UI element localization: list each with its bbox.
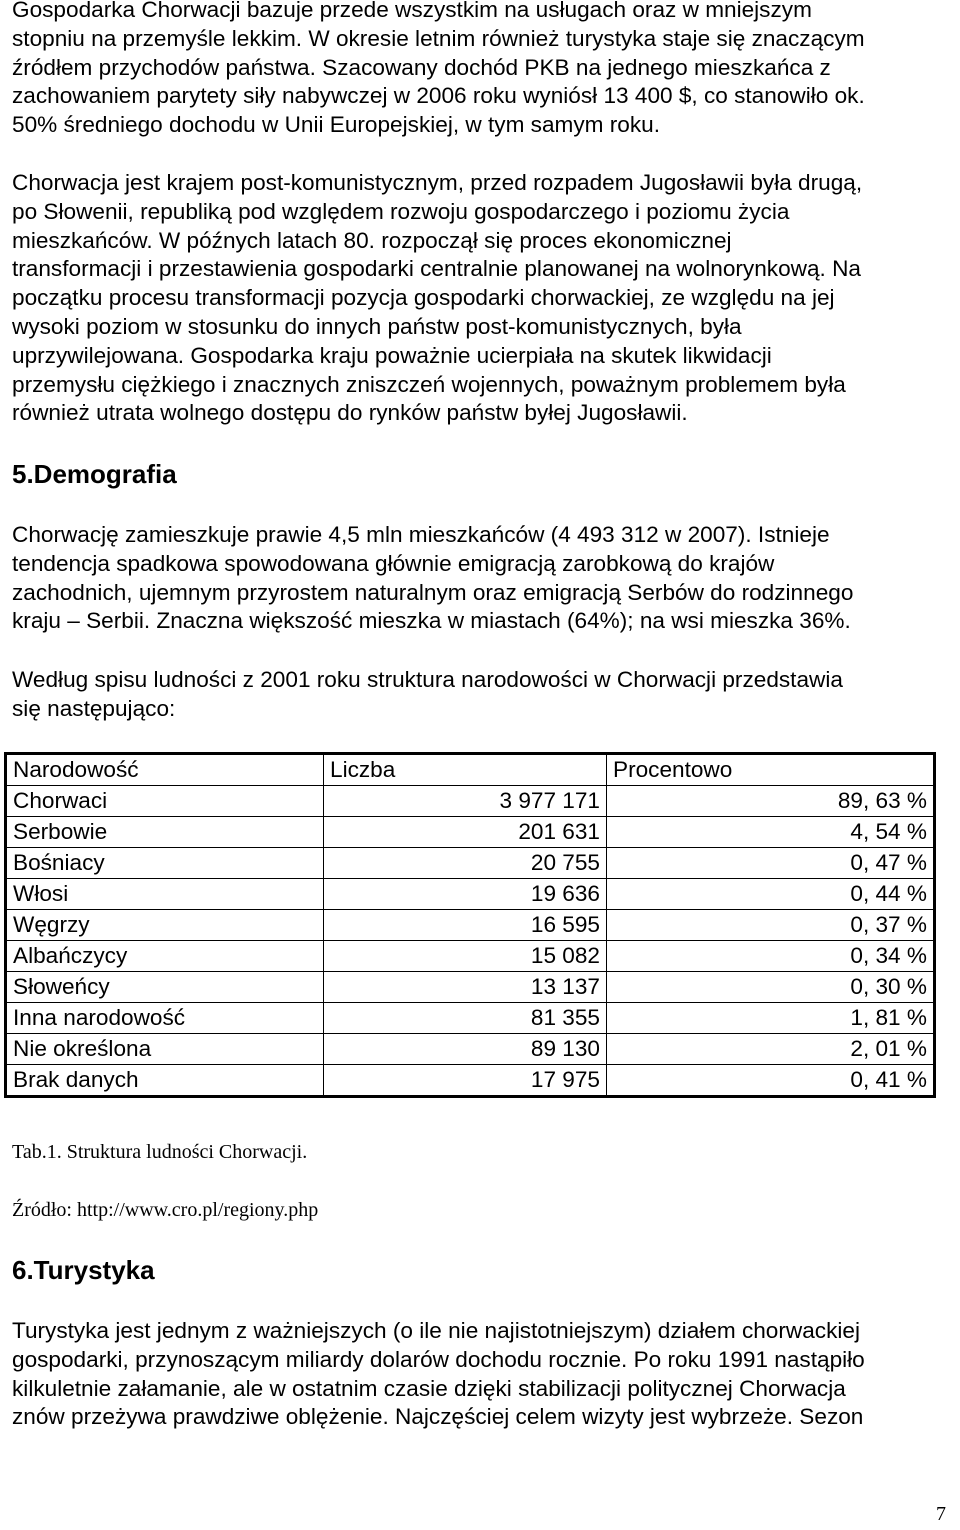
- text-line: transformacji i przestawienia gospodarki centralnie planowanej na wolnorynkową. Na: [12, 256, 861, 282]
- text-line: źródłem przychodów państwa. Szacowany dochód PKB na jednego mieszkańca z: [12, 54, 831, 80]
- text-line: znów przeżywa prawdziwe oblężenie. Najczęściej celem wizyty jest wybrzeże. Sezon: [12, 1404, 864, 1430]
- cell-percent: 0, 30 %: [607, 972, 935, 1003]
- cell-percent: 0, 44 %: [607, 879, 935, 910]
- cell-nationality: Inna narodowość: [6, 1003, 324, 1034]
- header-cell: Procentowo: [607, 754, 935, 786]
- cell-nationality: Chorwaci: [6, 786, 324, 817]
- cell-percent: 0, 37 %: [607, 910, 935, 941]
- text-line: początku procesu transformacji pozycja gospodarki chorwackiej, ze względu na jej: [12, 285, 835, 311]
- text-line: 50% średniego dochodu w Unii Europejskiej, w tym samym roku.: [12, 112, 660, 138]
- paragraph-census-intro: [12, 666, 957, 724]
- text-line: mieszkańców. W późnych latach 80. rozpoczął się proces ekonomicznej: [12, 227, 732, 253]
- cell-nationality: Włosi: [6, 879, 324, 910]
- cell-count: 13 137: [324, 972, 607, 1003]
- paragraph-economy-history: [12, 169, 957, 428]
- paragraph-economy-intro: [12, 0, 957, 140]
- cell-nationality: Brak danych: [6, 1065, 324, 1097]
- text-line: po Słowenii, republiką pod względem rozwoju gospodarczego i poziomu życia: [12, 198, 790, 224]
- nationality-table: [4, 752, 936, 1098]
- cell-percent: 0, 47 %: [607, 848, 935, 879]
- text-line: wysoki poziom w stosunku do innych państw post-komunistycznych, była: [12, 313, 742, 339]
- cell-nationality: Słoweńcy: [6, 972, 324, 1003]
- cell-count: 3 977 171: [324, 786, 607, 817]
- text-line: Chorwacja jest krajem post-komunistycznym, przed rozpadem Jugosławii była drugą,: [12, 170, 863, 195]
- text-line: przemysłu ciężkiego i znacznych zniszczeń wojennych, poważnym problemem była: [12, 371, 846, 397]
- cell-percent: 1, 81 %: [607, 1003, 935, 1034]
- text-line: tendencja spadkowa spowodowana głównie emigracją zarobkową do krajów: [12, 550, 775, 576]
- cell-count: 15 082: [324, 941, 607, 972]
- text-line: gospodarki, przynoszącym miliardy dolarów dochodu rocznie. Po roku 1991 nastąpiło: [12, 1346, 865, 1372]
- table-caption: Tab.1. Struktura ludności Chorwacji.: [12, 1141, 308, 1163]
- cell-nationality: Serbowie: [6, 817, 324, 848]
- cell-count: 201 631: [324, 817, 607, 848]
- text-line: Turystyka jest jednym z ważniejszych (o ile nie najistotniejszym) działem chorwackiej: [12, 1318, 860, 1343]
- cell-count: 17 975: [324, 1065, 607, 1097]
- cell-count: 81 355: [324, 1003, 607, 1034]
- cell-count: 89 130: [324, 1034, 607, 1065]
- text-line: się następująco:: [12, 695, 176, 721]
- table-row: [6, 1065, 935, 1097]
- table-row: [6, 848, 935, 879]
- section-heading-demografia: 5.Demografia: [12, 459, 177, 489]
- table-row: [6, 879, 935, 910]
- text-line: zachodnich, ujemnym przyrostem naturalnym oraz emigracją Serbów do rodzinnego: [12, 579, 854, 605]
- cell-count: 16 595: [324, 910, 607, 941]
- cell-percent: 0, 34 %: [607, 941, 935, 972]
- text-line: Chorwację zamieszkuje prawie 4,5 mln mieszkańców (4 493 312 w 2007). Istnieje: [12, 522, 830, 547]
- cell-nationality: Nie określona: [6, 1034, 324, 1065]
- text-line: uprzywilejowana. Gospodarka kraju poważnie ucierpiała na skutek likwidacji: [12, 342, 772, 368]
- text-line: stopniu na przemyśle lekkim. W okresie letnim również turystyka staje się znaczącym: [12, 25, 865, 51]
- table-source: Źródło: http://www.cro.pl/regiony.php: [12, 1199, 319, 1221]
- table-row: [6, 1034, 935, 1065]
- cell-nationality: Albańczycy: [6, 941, 324, 972]
- header-cell: Narodowość: [6, 754, 324, 786]
- section-heading-turystyka: 6.Turystyka: [12, 1255, 155, 1285]
- cell-percent: 4, 54 %: [607, 817, 935, 848]
- cell-nationality: Węgrzy: [6, 910, 324, 941]
- cell-count: 19 636: [324, 879, 607, 910]
- table-row: [6, 1003, 935, 1034]
- table-row: [6, 941, 935, 972]
- text-line: również utrata wolnego dostępu do rynków państw byłej Jugosławii.: [12, 400, 688, 426]
- text-line: zachowaniem parytety siły nabywczej w 2006 roku wyniósł 13 400 $, co stanowiło ok.: [12, 83, 865, 109]
- table-row: [6, 910, 935, 941]
- header-cell: Liczba: [324, 754, 607, 786]
- text-line: Gospodarka Chorwacji bazuje przede wszystkim na usługach oraz w mniejszym: [12, 0, 812, 22]
- text-line: Według spisu ludności z 2001 roku struktura narodowości w Chorwacji przedstawia: [12, 667, 843, 692]
- table-header-row: [6, 754, 935, 786]
- cell-percent: 2, 01 %: [607, 1034, 935, 1065]
- text-line: kilkuletnie załamanie, ale w ostatnim czasie dzięki stabilizacji politycznej Chorwacja: [12, 1375, 846, 1401]
- text-line: kraju – Serbii. Znaczna większość mieszka w miastach (64%); na wsi mieszka 36%.: [12, 608, 851, 634]
- cell-percent: 89, 63 %: [607, 786, 935, 817]
- paragraph-demography: [12, 521, 957, 636]
- cell-nationality: Bośniacy: [6, 848, 324, 879]
- table-row: [6, 972, 935, 1003]
- table-row: [6, 817, 935, 848]
- table-row: [6, 786, 935, 817]
- paragraph-tourism: [12, 1317, 957, 1432]
- cell-percent: 0, 41 %: [607, 1065, 935, 1097]
- page-number: 7: [936, 1503, 946, 1525]
- cell-count: 20 755: [324, 848, 607, 879]
